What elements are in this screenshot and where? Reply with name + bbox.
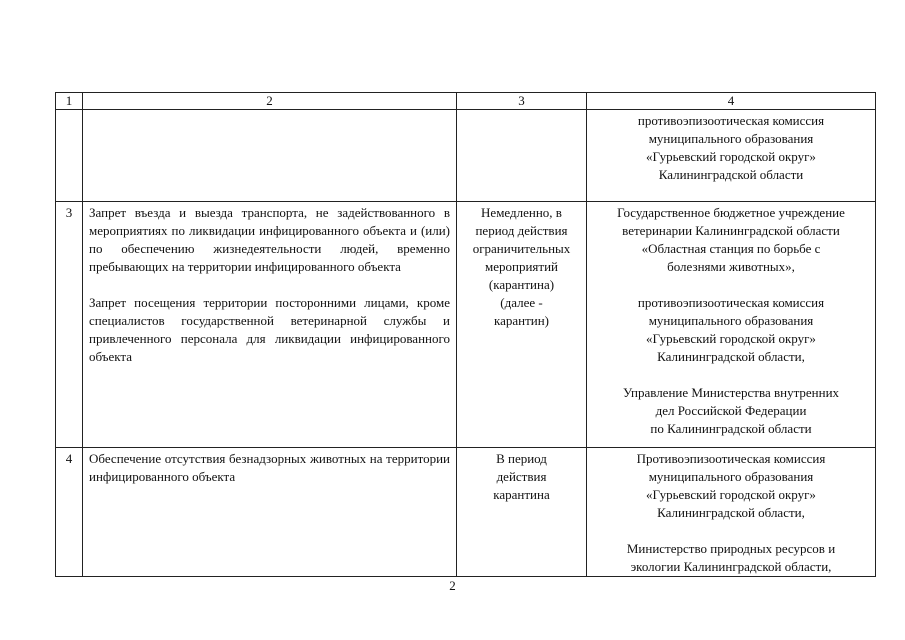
text-line: «Гурьевский городской округ» — [646, 331, 816, 346]
responsible-entity — [587, 450, 875, 522]
table-header-row — [56, 93, 876, 110]
text-line: (карантина) — [488, 277, 555, 292]
table-row — [56, 202, 876, 448]
text-line: Министерство природных ресурсов и — [626, 541, 836, 556]
timing-text — [457, 204, 586, 330]
text-line: Немедленно, в — [481, 205, 562, 220]
text-line: Государственное бюджетное учреждение — [617, 205, 845, 220]
column-header: 4 — [587, 93, 876, 110]
row-number — [56, 110, 83, 202]
measure-cell — [83, 110, 457, 202]
responsible-entity — [587, 384, 875, 438]
text-line: противоэпизоотическая комиссия — [637, 295, 825, 310]
column-header: 1 — [56, 93, 83, 110]
timing-cell — [457, 202, 587, 448]
measures-table — [55, 92, 876, 577]
responsible-cell — [587, 448, 876, 577]
text-line: Калининградской области, — [657, 349, 805, 364]
text-line: карантин) — [493, 313, 550, 328]
measure-text: Запрет посещения территории посторонними лицами, кроме специалистов государственной ветеринарной службы и привлеченного персонала для ликвидации инфицированного объекта — [89, 295, 450, 364]
page-number: 2 — [449, 578, 456, 593]
text-line: по Калининградской области — [650, 421, 812, 436]
timing-cell — [457, 110, 587, 202]
text-line: муниципального образования — [648, 131, 814, 146]
text-line: (далее - — [500, 295, 543, 310]
text-line: «Областная станция по борьбе с — [641, 241, 821, 256]
text-line: «Гурьевский городской округ» — [646, 149, 816, 164]
text-line: В период — [496, 451, 547, 466]
text-line: Управление Министерства внутренних — [622, 385, 840, 400]
responsible-entity — [587, 112, 875, 184]
text-line: Противоэпизоотическая комиссия — [636, 451, 826, 466]
responsible-entity — [587, 540, 875, 576]
text-line: муниципального образования — [648, 313, 814, 328]
text-line: карантина — [493, 487, 550, 502]
row-number: 3 — [56, 202, 83, 448]
responsible-cell — [587, 202, 876, 448]
text-line: ветеринарии Калининградской области — [622, 223, 840, 238]
text-line: муниципального образования — [648, 469, 814, 484]
text-line: действия — [496, 469, 547, 484]
text-line: экологии Калининградской области, — [630, 559, 832, 574]
measure-cell — [83, 202, 457, 448]
text-line: противоэпизоотическая комиссия — [637, 113, 825, 128]
text-line: ограничительных — [472, 241, 571, 256]
responsible-entity — [587, 204, 875, 276]
table-row — [56, 448, 876, 577]
text-line: период действия — [475, 223, 568, 238]
text-line: «Гурьевский городской округ» — [646, 487, 816, 502]
text-line: мероприятий — [485, 259, 558, 274]
responsible-entity — [587, 294, 875, 366]
measure-text: Запрет въезда и выезда транспорта, не задействованного в мероприятиях по ликвидации инфицированного объекта и (или) по обеспечению жизнедеятельности людей, временно пребывающих на территории инфицированного объекта — [89, 205, 450, 274]
column-header: 2 — [83, 93, 457, 110]
timing-cell — [457, 448, 587, 577]
row-number: 4 — [56, 448, 83, 577]
timing-text — [457, 450, 586, 504]
responsible-cell — [587, 110, 876, 202]
column-header: 3 — [457, 93, 587, 110]
text-line: болезнями животных», — [667, 259, 795, 274]
text-line: Калининградской области, — [657, 505, 805, 520]
measure-text: Обеспечение отсутствия безнадзорных животных на территории инфицированного объекта — [89, 451, 450, 484]
text-line: дел Российской Федерации — [655, 403, 807, 418]
text-line: Калининградской области — [658, 167, 804, 182]
table-row — [56, 110, 876, 202]
measure-cell — [83, 448, 457, 577]
